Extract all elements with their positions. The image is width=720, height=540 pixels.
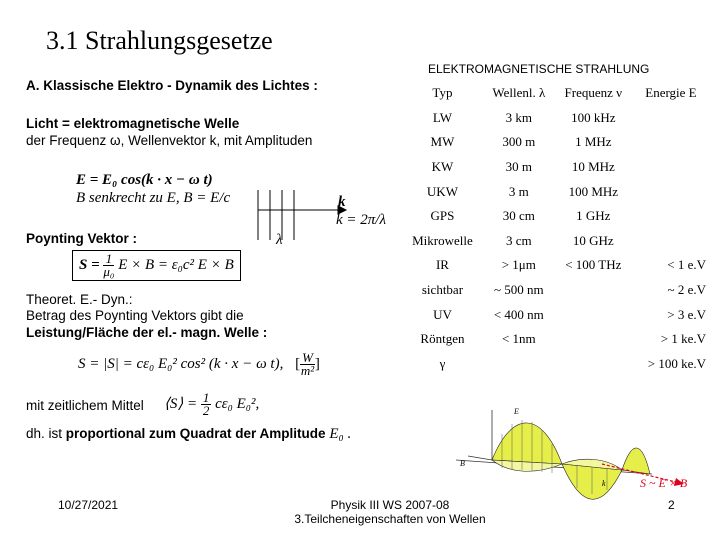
formula-b-field: B senkrecht zu E, B = E/c: [76, 190, 231, 206]
cell-wavelength: < 400 nm: [493, 306, 544, 322]
conclusion-line: [26, 426, 351, 442]
table-row: [402, 130, 710, 155]
lambda-label: λ: [276, 232, 283, 248]
cell-typ: Röntgen: [420, 331, 465, 347]
betrag-text: Betrag des Poynting Vektors gibt die: [26, 308, 244, 323]
mittel-denominator: 2: [202, 403, 210, 418]
cell-typ: γ: [439, 355, 446, 371]
table-row: [402, 179, 710, 204]
formula-e-field: E = E₀ cos(k · x − ω t): [76, 172, 213, 188]
footer-course: [260, 498, 520, 526]
cell-wavelength: 3 km: [505, 109, 532, 125]
mittel-fraction: [201, 392, 212, 417]
mittel-rhs: cε₀ E₀²,: [215, 395, 260, 412]
header-energy: Energie E: [645, 85, 697, 101]
footer-course-line1: Physik III WS 2007-08: [330, 498, 450, 512]
conclusion-post: E₀ .: [329, 426, 352, 442]
intensity-formula: S = |S| = cε₀ E₀² cos² (k · x − ω t), [ $\frac{W}{\text{m²}}$ ]: [78, 350, 320, 378]
cell-energy: [632, 179, 710, 204]
cell-typ: KW: [431, 159, 454, 175]
leistung-text: Leistung/Fläche der el.- magn. Welle :: [26, 325, 268, 340]
cell-frequency: [555, 278, 632, 303]
unit-fraction: [300, 352, 315, 377]
cell-frequency: 1 MHz: [575, 134, 612, 150]
slide-title: 3.1 Strahlungsgesetze: [46, 26, 273, 55]
table-row: [402, 204, 710, 229]
poynting-heading: Poynting Vektor :: [26, 231, 138, 246]
cell-energy: [632, 204, 710, 229]
cell-wavelength: 3 cm: [505, 232, 532, 248]
cell-wavelength: < 1nm: [501, 331, 536, 347]
cell-wavelength: > 1μm: [501, 257, 536, 273]
header-typ: Typ: [432, 85, 453, 101]
cell-wavelength: 30 cm: [502, 208, 535, 224]
cell-frequency: [555, 302, 632, 327]
header-wavelength: Wellenl. λ: [492, 85, 546, 101]
cell-energy: > 3 e.V: [667, 306, 706, 322]
section-heading-text: A. Klassische Elektro - Dynamik des Lichtes :: [26, 78, 318, 93]
poynting-numerator: 1: [103, 253, 114, 266]
table-row: [402, 278, 710, 303]
cell-typ: UKW: [426, 183, 458, 199]
cell-energy: < 1 e.V: [667, 257, 706, 273]
cell-wavelength: 3 m: [508, 183, 529, 199]
k-relation: k = 2π/λ: [336, 212, 386, 228]
poynting-relation: S ~ E × B: [640, 476, 688, 490]
wave-label-k: k: [602, 479, 606, 488]
poynting-lhs: S =: [79, 256, 100, 273]
poynting-formula-box: [72, 250, 241, 281]
cell-frequency: 100 kHz: [571, 109, 616, 125]
mittel-formula: [164, 392, 259, 417]
cell-frequency: < 100 THz: [565, 257, 622, 273]
cell-energy: [632, 155, 710, 180]
unit-denominator: m²: [300, 363, 315, 378]
table-row: [402, 253, 710, 278]
mittel-lhs: ⟨S⟩ =: [164, 395, 198, 412]
unit-numerator: W: [302, 350, 313, 365]
mittel-numerator: 1: [202, 390, 210, 405]
light-description: der Frequenz ω, Wellenvektor k, mit Amplituden: [26, 133, 313, 148]
cell-frequency: 10 GHz: [572, 232, 614, 248]
conclusion-bold: proportional zum Quadrat der Amplitude: [65, 426, 326, 441]
cell-typ: sichtbar: [421, 282, 464, 298]
cell-energy: [632, 106, 710, 131]
mittel-text: mit zeitlichem Mittel: [26, 398, 144, 413]
wave-label-b: B: [460, 459, 465, 468]
table-row: [402, 302, 710, 327]
table-row: [402, 229, 710, 254]
radiation-table: [402, 81, 710, 376]
cell-typ: IR: [435, 257, 449, 273]
table-row: [402, 327, 710, 352]
cell-energy: [632, 130, 710, 155]
poynting-fraction: [103, 253, 114, 278]
poynting-denominator: μ₀: [103, 264, 115, 279]
theoret-label: Theoret. E.- Dyn.:: [26, 292, 133, 307]
cell-frequency: [555, 327, 632, 352]
cell-wavelength: 30 m: [505, 159, 532, 175]
footer-page-number: 2: [668, 498, 675, 512]
cell-wavelength: [483, 352, 555, 377]
cell-wavelength: 300 m: [502, 134, 536, 150]
cell-energy: > 1 ke.V: [660, 331, 706, 347]
footer-date: 10/27/2021: [58, 498, 119, 512]
cell-typ: LW: [432, 109, 453, 125]
table-caption: ELEKTROMAGNETISCHE STRAHLUNG: [428, 62, 650, 76]
table-row: [402, 352, 710, 377]
footer-course-line2: 3.Teilcheneigenschaften von Wellen: [294, 512, 486, 526]
table-header-row: [402, 81, 710, 106]
cell-frequency: 100 MHz: [568, 183, 619, 199]
table-row: [402, 155, 710, 180]
cell-energy: ~ 2 e.V: [667, 282, 706, 298]
table-row: [402, 106, 710, 131]
cell-typ: Mikrowelle: [412, 232, 473, 248]
poynting-rhs: E × B = ε₀c² E × B: [118, 256, 234, 273]
cell-frequency: [555, 352, 632, 377]
cell-energy: [632, 229, 710, 254]
conclusion-pre: dh. ist: [26, 426, 63, 441]
cell-typ: MW: [430, 134, 455, 150]
intensity-main: S = |S| = cε₀ E₀² cos² (k · x − ω t),: [78, 355, 284, 372]
cell-frequency: 10 MHz: [571, 159, 615, 175]
header-frequency: Frequenz ν: [564, 85, 623, 101]
k-vector-label: k: [338, 194, 346, 210]
light-heading: Licht = elektromagnetische Welle: [26, 116, 240, 131]
cell-typ: UV: [433, 306, 452, 322]
cell-typ: GPS: [430, 208, 455, 224]
cell-energy: > 100 ke.V: [647, 355, 706, 371]
wave-label-e: E: [514, 407, 519, 416]
section-heading: [26, 78, 318, 94]
cell-frequency: 1 GHz: [576, 208, 611, 224]
cell-wavelength: ~ 500 nm: [493, 282, 544, 298]
